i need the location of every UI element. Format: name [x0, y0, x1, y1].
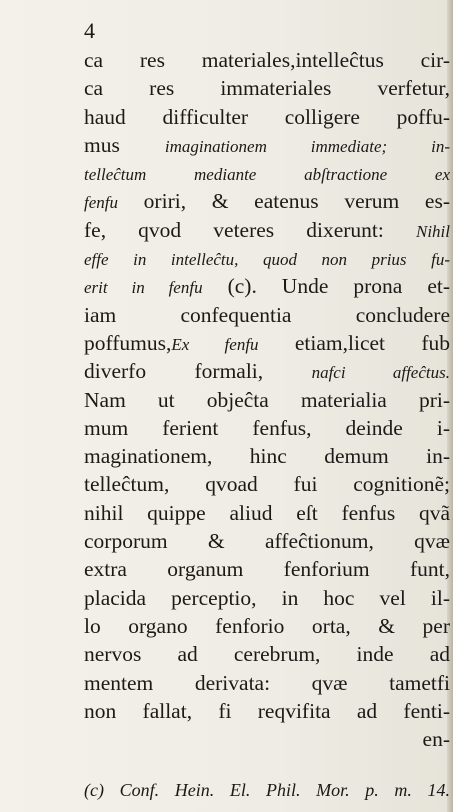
text-segment: haud difficulter colligere poffu- [84, 104, 450, 129]
text-segment: nervos ad cerebrum, inde ad [84, 642, 450, 667]
text-segment: ca res immateriales verfetur, [84, 76, 450, 101]
text-segment: mum ferient fenfus, deinde i- [84, 415, 450, 440]
text-line [84, 272, 450, 300]
italic-text: Ex fenfu [171, 334, 259, 354]
footnote: (c) Conf. Hein. El. Phil. Mor. p. m. 14. [84, 780, 450, 800]
text-line [84, 216, 450, 244]
text-line [84, 697, 450, 725]
text-line [84, 414, 450, 442]
text-segment: (c). Unde prona et- [202, 274, 451, 299]
italic-text: fenfu [84, 193, 118, 213]
text-segment: nihil quippe aliud eſt fenfus qvã [84, 500, 450, 525]
text-line [84, 159, 450, 187]
text-segment: en- [422, 727, 450, 752]
text-line [84, 244, 450, 272]
italic-text: imaginationem immediate; in- [164, 136, 450, 156]
italic-text: Nihil [415, 221, 450, 241]
text-segment: maginationem, hinc demum in- [84, 444, 450, 469]
text-segment: telleĉtum, qvoad fui cognitionẽ; [84, 472, 450, 497]
text-segment: placida perceptio, in hoc vel il- [84, 585, 450, 610]
page-number: 4 [84, 18, 95, 43]
text-line [84, 442, 450, 470]
text-line [84, 301, 450, 329]
text-segment: ca res materiales,intelleĉtus cir- [84, 48, 450, 72]
text-line [84, 103, 450, 131]
text-line [84, 555, 450, 583]
text-line [84, 499, 450, 527]
text-line [84, 584, 450, 612]
text-line [84, 470, 450, 498]
text-line [84, 357, 450, 385]
text-segment: oriri, & eatenus verum es- [118, 189, 450, 214]
text-segment: corporum & affeĉtionum, qvæ [84, 529, 450, 554]
italic-text: effe in intelleĉtu, quod non prius fu- [84, 250, 450, 270]
text-segment: mus [84, 132, 165, 157]
text-line [84, 131, 450, 159]
text-line [84, 187, 450, 215]
text-line [84, 612, 450, 640]
italic-text: nafci affeĉtus. [311, 363, 450, 383]
text-line [84, 386, 450, 414]
text-segment: extra organum fenforium funt, [84, 557, 450, 582]
text-line [84, 640, 450, 668]
text-line [84, 46, 450, 74]
text-line [84, 669, 450, 697]
text-segment: fe, qvod veteres dixerunt: [84, 217, 416, 242]
text-segment: etiam,licet fub [258, 330, 451, 355]
text-segment: lo organo fenforio orta, & per [84, 613, 450, 638]
text-segment: Nam ut objeĉta materialia pri- [84, 387, 450, 412]
text-line [84, 74, 450, 102]
text-line [84, 329, 450, 357]
italic-text: erit in fenfu [84, 278, 203, 298]
text-segment: diverfo formali, [84, 359, 312, 384]
italic-text: telleĉtum mediante abſtractione ex [84, 165, 450, 185]
text-line [84, 527, 450, 555]
text-segment: non fallat, fi reqvifita ad fenti- [84, 698, 450, 723]
text-segment: mentem derivata: qvæ tametfi [84, 670, 450, 695]
text-segment: poffumus, [84, 330, 172, 355]
text-segment: iam confequentia concludere [84, 302, 450, 327]
text-line [84, 725, 450, 753]
body-text [84, 46, 450, 753]
